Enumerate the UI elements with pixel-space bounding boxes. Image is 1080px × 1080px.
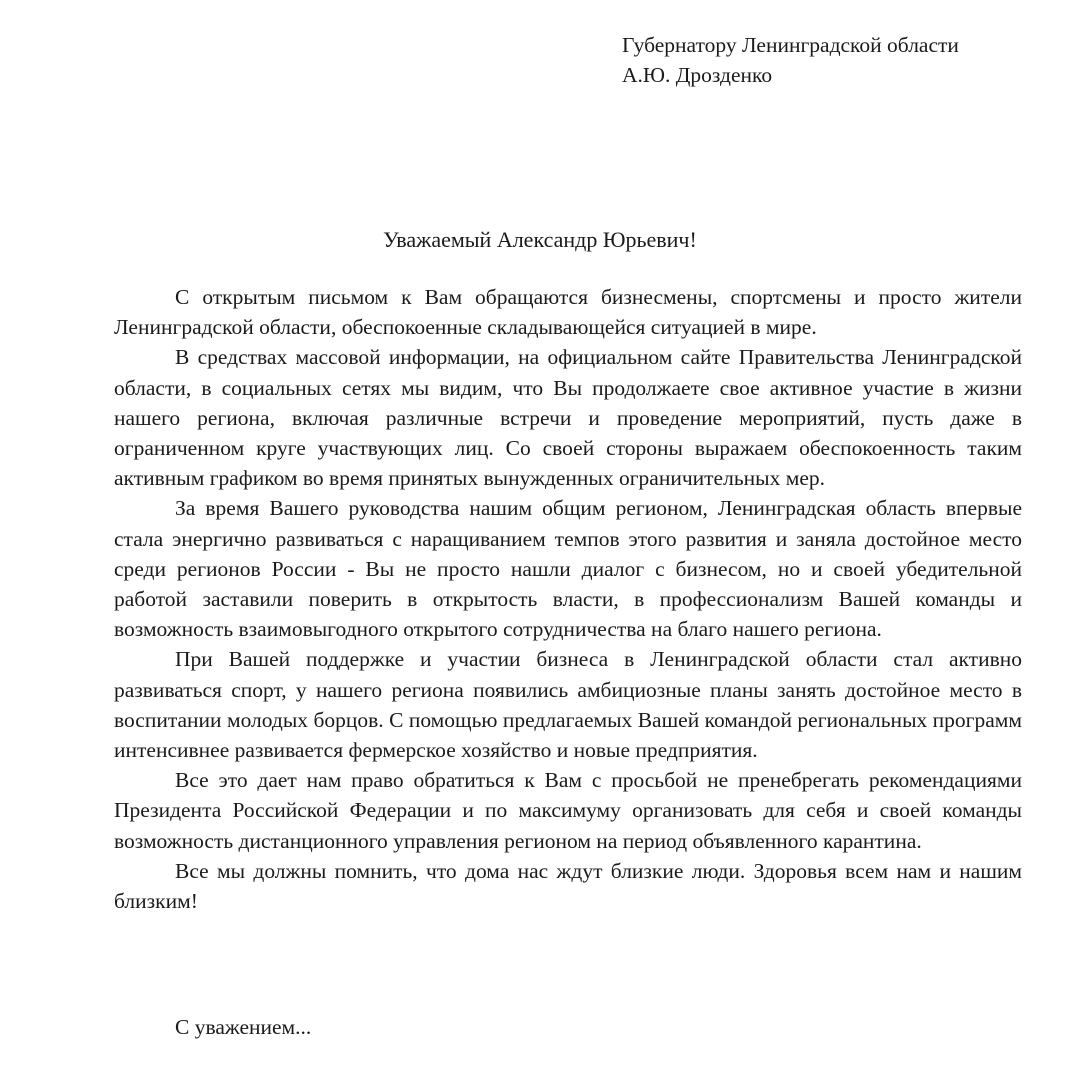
salutation: Уважаемый Александр Юрьевич!: [383, 227, 697, 252]
addressee-title: Губернатору Ленинградской области: [622, 33, 959, 57]
paragraph: При Вашей поддержке и участии бизнеса в Ленинградской области стал активно развиваться спорт, у нашего региона появились амбициозные планы занять достойное место в воспитании молодых борцов. С помощью предлагаемых Вашей командой региональных программ интенсивнее развивается фермерское хозяйство и новые предприятия.: [114, 647, 1022, 763]
paragraph: Все это дает нам право обратиться к Вам с просьбой не пренебрегать рекомендациями Президента Российской Федерации и по максимуму организовать для себя и своей команды возможность дистанционного управления регионом на период объявленного карантина.: [114, 768, 1022, 853]
addressee-name: А.Ю. Дрозденко: [622, 63, 773, 87]
paragraph: Все мы должны помнить, что дома нас ждут близкие люди. Здоровья всем нам и нашим близким!: [114, 858, 1022, 914]
paragraph: В средствах массовой информации, на официальном сайте Правительства Ленинградской области, в социальных сетях мы видим, что Вы продолжаете свое активное участие в жизни нашего региона, включая различные встречи и проведение мероприятий, пусть даже в ограниченном круге участвующих лиц. Со своей стороны выражаем обеспокоенность таким активным графиком во время принятых вынужденных ограничительных мер.: [114, 345, 1022, 491]
paragraph: За время Вашего руководства нашим общим регионом, Ленинградская область впервые стала энергично развиваться с наращиванием темпов этого развития и заняла достойное место среди регионов России - Вы не просто нашли диалог с бизнесом, но и своей убедительной работой заставили поверить в открытость власти, в профессионализм Вашей команды и возможность взаимовыгодного открытого сотрудничества на благо нашего региона.: [114, 496, 1022, 642]
addressee-block: [622, 30, 959, 90]
paragraph: С открытым письмом к Вам обращаются бизнесмены, спортсмены и просто жители Ленинградской области, обеспокоенные складывающейся ситуацией в мире.: [114, 285, 1022, 340]
closing: С уважением...: [175, 1015, 312, 1039]
letter-body: [114, 282, 1022, 916]
